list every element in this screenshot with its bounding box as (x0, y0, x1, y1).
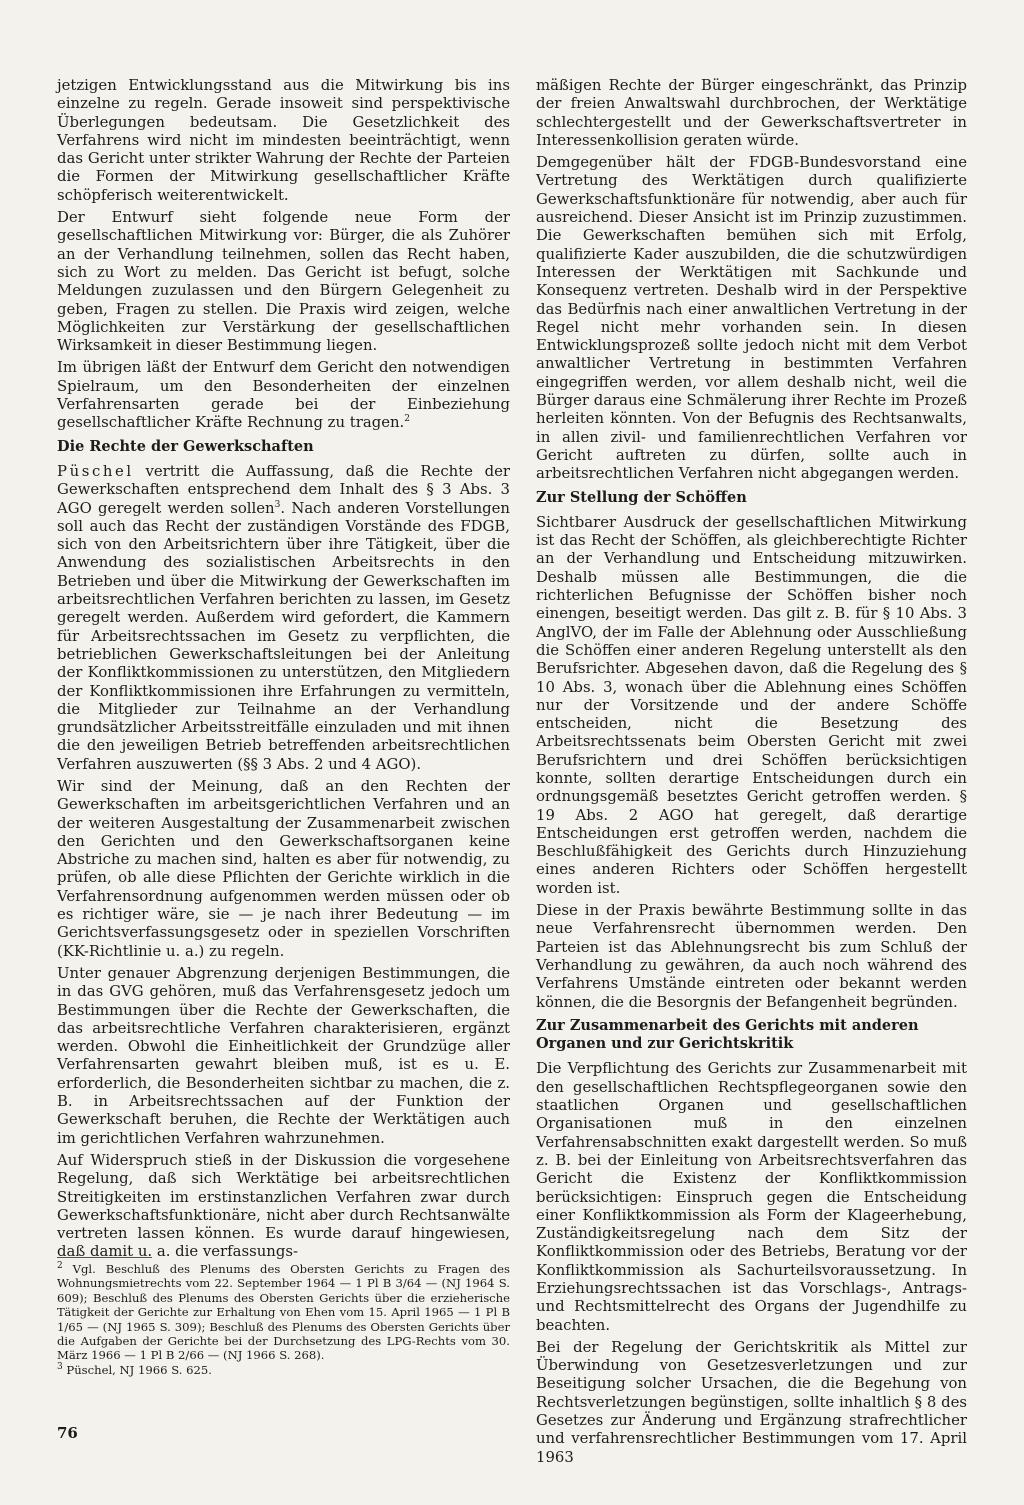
paragraph: Unter genauer Abgrenzung derjenigen Bestimmungen, die in das GVG gehören, muß das Verfahrensgesetz jedoch um Bestimmungen über die Rechte der Gewerkschaften, die das arbeitsrechtliche Verfahren charakterisieren, ergänzt werden. Obwohl die Einheitlichkeit der Grundzüge aller Verfahrensarten gewahrt bleiben muß, ist es u. E. erforderlich, die Besonderheiten sichtbar zu machen, die z. B. in Arbeitsrechtssachen auf der Funktion der Gewerkschaft beruhen, die Rechte der Werktätigen auch im gerichtlichen Verfahren wahrzunehmen. (57, 963, 510, 1147)
paragraph: Demgegenüber hält der FDGB-Bundesvorstand eine Vertretung des Werktätigen durch qualifizierte Gewerkschaftsfunktionäre für notwendig, aber auch für ausreichend. Dieser Ansicht ist im Prinzip zuzustimmen. Die Gewerkschaften bemühen sich mit Erfolg, qualifizierte Kader auszubilden, die die schutzwürdigen Interessen der Werktätigen mit Sachkunde und Konsequenz vertreten. Deshalb wird in der Perspektive das Bedürfnis nach einer anwaltlichen Vertretung in der Regel nicht mehr vorhanden sein. In diesen Entwicklungsprozeß sollte jedoch nicht mit dem Verbot anwaltlicher Vertretung in bestimmten Verfahren eingegriffen werden, vor allem deshalb nicht, weil die Bürger daraus eine Schmälerung ihrer Rechte im Prozeß herleiten könnten. Von der Befugnis des Rechtsanwalts, in allen zivil- und familienrechtlichen Verfahren vor Gericht auftreten zu dürfen, sollte auch in arbeitsrechtlichen Verfahren nicht abgegangen werden. (536, 153, 967, 483)
paragraph: Auf Widerspruch stieß in der Diskussion die vorgesehene Regelung, daß sich Werktätige bei arbeitsrechtlichen Streitigkeiten im erstinstanzlichen Verfahren zwar durch Gewerkschaftsfunktionäre, nicht aber durch Rechtsanwälte vertreten lassen können. Es wurde darauf hingewiesen, daß damit u. a. die verfassungs- (57, 1150, 510, 1261)
left-column (57, 76, 510, 1265)
section-heading: Zur Stellung der Schöffen (536, 488, 747, 506)
paragraph (57, 358, 510, 431)
paragraph: jetzigen Entwicklungsstand aus die Mitwirkung bis ins einzelne zu regeln. Gerade insoweit sind perspektivische Überlegungen bedeutsam. Die Gesetzlichkeit des Verfahrens wird nicht im mindesten beeinträchtigt, wenn das Gericht unter strikter Wahrung der Rechte der Parteien die Formen der Mitwirkung gesellschaftlicher Kräfte schöpferisch weiterentwickelt. (57, 76, 510, 204)
paragraph: Diese in der Praxis bewährte Bestimmung sollte in das neue Verfahrensrecht übernommen werden. Den Parteien ist das Ablehnungsrecht bis zum Schluß der Verhandlung zu gewähren, da auch noch während des Verfahrens Umstände eintreten oder bekannt werden können, die die Besorgnis der Befangenheit begründen. (536, 901, 967, 1011)
paragraph: mäßigen Rechte der Bürger eingeschränkt, das Prinzip der freien Anwaltswahl durchbrochen, der Werktätige schlechtergestellt und der Gewerkschaftsvertreter in Interessenkollision geraten würde. (536, 76, 967, 149)
paragraph: Bei der Regelung der Gerichtskritik als Mittel zur Überwindung von Gesetzesverletzungen und zur Beseitigung solcher Ursachen, die die Begehung von Rechtsverletzungen begünstigen, sollte inhaltlich § 8 des Gesetzes zur Änderung und Ergänzung strafrechtlicher und verfahrensrechtlicher Bestimmungen vom 17. April 1963 (536, 1337, 967, 1466)
section-heading: Zur Zusammenarbeit des Gerichts mit anderen Organen und zur Gerichtskritik (536, 1016, 919, 1053)
footnote (57, 1262, 510, 1363)
paragraph: Der Entwurf sieht folgende neue Form der gesellschaftlichen Mitwirkung vor: Bürger, die als Zuhörer an der Verhandlung teilnehmen, sollen das Recht haben, sich zu Wort zu melden. Das Gericht ist befugt, solche Meldungen zuzulassen und den Bürgern Gelegenheit zu geben, Fragen zu stellen. Die Praxis wird zeigen, welche Möglichkeiten zur Verstärkung der gesellschaftlichen Wirksamkeit in dieser Bestimmung liegen. (57, 208, 510, 355)
footnote-ref: 3 (274, 499, 281, 510)
footnote-mark: 3 (57, 1361, 63, 1372)
paragraph-text: Im übrigen läßt der Entwurf dem Gericht den notwendigen Spielraum, um den Besonderheiten der einzelnen Verfahrensarten gerade bei der Einbeziehung gesellschaftlicher Kräfte Rechnung zu tragen. (57, 358, 510, 432)
paragraph (57, 462, 510, 773)
paragraph-text: vertritt die Auffassung, daß die Rechte der Gewerkschaften entsprechend dem Inhalt des § 3 Abs. 3 AGO geregelt werden sollen (57, 461, 510, 517)
paragraph-text: . Nach anderen Vorstellungen soll auch das Recht der zuständigen Vorstände des FDGB, sich von den Arbeitsrichtern über ihre Tätigkeit, über die Anwendung des sozialistischen Arbeitsrechts in den Betrieben und über die Mitwirkung der Gewerkschaften im arbeitsrechtlichen Verfahren berichten zu lassen, im Gesetz geregelt werden. Außerdem wird gefordert, die Kammern für Arbeitsrechtssachen im Gesetz zu verpflichten, die betrieblichen Gewerkschaftsleitungen bei der Anleitung der Konfliktkommissionen zu unterstützen, den Mitgliedern der Konfliktkommissionen ihre Erfahrungen zu vermitteln, die Mitglieder zur Teilnahme an der Verhandlung grundsätzlicher Arbeitsstreitfälle einzuladen und mit ihnen die den jeweiligen Betrieb betreffenden arbeitsrechtlichen Verfahren auszuwerten (§§ 3 Abs. 2 und 4 AGO). (57, 498, 510, 773)
section-heading: Die Rechte der Gewerkschaften (57, 437, 314, 455)
paragraph: Die Verpflichtung des Gerichts zur Zusammenarbeit mit den gesellschaftlichen Rechtspflegeorganen sowie den staatlichen Organen und gesellschaftlichen Organisationen muß in den einzelnen Verfahrensabschnitten exakt dargestellt werden. So muß z. B. bei der Einleitung von Arbeitsrechtsverfahren das Gericht die Existenz der Konfliktkommission berücksichtigen: Einspruch gegen die Entscheidung einer Konfliktkommission als Form der Klageerhebung, Zuständigkeitsregelung nach dem Sitz der Konfliktkommission oder des Betriebs, Beratung vor der Konfliktkommission als Sachurteilsvoraussetzung. In Erziehungsrechtssachen ist das Vorschlags-, Antrags- und Rechtsmittelrecht des Organs der Jugendhilfe zu beachten. (536, 1059, 967, 1334)
footnote-ref: 2 (404, 414, 410, 425)
footnote-text: Püschel, NJ 1966 S. 625. (62, 1362, 212, 1377)
footnote-mark: 2 (57, 1261, 63, 1272)
paragraph: Sichtbarer Ausdruck der gesellschaftlichen Mitwirkung ist das Recht der Schöffen, als gleichberechtigte Richter an der Verhandlung und Entscheidung mitzuwirken. Deshalb müssen alle Bestimmungen, die die richterlichen Befugnisse der Schöffen bisher noch einengen, beseitigt werden. Das gilt z. B. für § 10 Abs. 3 AnglVO, der im Falle der Ablehnung oder Ausschließung die Schöffen einer anderen Regelung unterstellt als den Berufsrichter. Abgesehen davon, daß die Regelung des § 10 Abs. 3, wonach über die Ablehnung eines Schöffen nur der Vorsitzende und der andere Schöffe entscheiden, nicht die Besetzung des Arbeitsrechtssenats beim Obersten Gericht mit zwei Berufsrichtern und drei Schöffen berücksichtigen konnte, sollten derartige Entscheidungen durch ein ordnungsgemäß besetztes Gericht getroffen werden. § 19 Abs. 2 AGO hat geregelt, daß derartige Entscheidungen erst getroffen werden, nachdem die Beschlußfähigkeit des Gerichts durch Hinzuziehung eines anderen Richters oder Schöffen hergestellt worden ist. (536, 512, 967, 897)
footnote-text: Vgl. Beschluß des Plenums des Obersten Gerichts zu Fragen des Wohnungsmietrechts vom 22. September 1964 — 1 Pl B 3/64 — (NJ 1964 S. 609); Beschluß des Plenums des Obersten Gerichts über die erzieherische Tätigkeit der Gerichte zur Erhaltung von Ehen vom 15. April 1965 — 1 Pl B 1/65 — (NJ 1965 S. 309); Beschluß des Plenums des Obersten Gerichts über die Aufgaben der Gerichte bei der Durchsetzung des LPG-Rechts vom 30. März 1966 — 1 Pl B 2/66 — (NJ 1966 S. 268). (57, 1262, 510, 1363)
footnote (57, 1363, 510, 1377)
page-number: 76 (57, 1424, 78, 1442)
right-column (536, 76, 967, 1470)
footnote-divider (57, 1257, 152, 1258)
paragraph: Wir sind der Meinung, daß an den Rechten der Gewerkschaften im arbeitsgerichtlichen Verfahren und an der weiteren Ausgestaltung der Zusammenarbeit zwischen den Gerichten und den Gewerkschaftsorganen keine Abstriche zu machen sind, halten es aber für notwendig, zu prüfen, ob alle diese Pflichten der Gerichte wirklich in die Verfahrensordnung aufgenommen werden müssen oder ob es richtiger wäre, sie — je nach ihrer Bedeutung — im Gerichtsverfassungsgesetz oder in speziellen Vorschriften (KK-Richtlinie u. a.) zu regeln. (57, 776, 510, 960)
author-name: Püschel (57, 461, 134, 480)
footnotes (57, 1262, 510, 1377)
